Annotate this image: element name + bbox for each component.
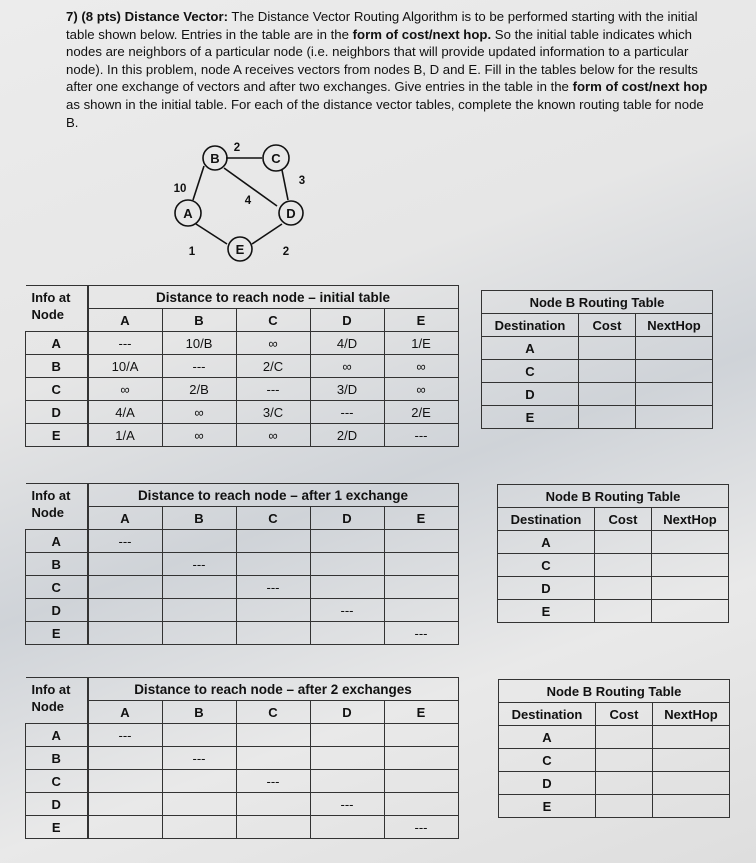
table-cell: --- [236, 378, 310, 401]
table-cell[interactable] [162, 576, 236, 599]
table-cell[interactable]: --- [162, 553, 236, 576]
row-label-c: C [26, 576, 88, 599]
row-label-e: E [26, 622, 88, 645]
table-row [26, 553, 459, 576]
dv-table-after-2 [25, 677, 459, 839]
table-cell: --- [162, 355, 236, 378]
destination-header: Destination [498, 508, 595, 531]
col-header-e: E [384, 507, 458, 530]
table-row [26, 576, 459, 599]
destination-a: A [499, 726, 596, 749]
nexthop-cell[interactable] [636, 360, 713, 383]
col-header-b: B [162, 701, 236, 724]
destination-e: E [482, 406, 579, 429]
col-header-d: D [310, 507, 384, 530]
table-cell: ∞ [384, 378, 458, 401]
table-cell[interactable] [310, 622, 384, 645]
cost-cell[interactable] [595, 554, 652, 577]
cost-cell[interactable] [595, 531, 652, 554]
table-cell[interactable] [236, 747, 310, 770]
table-cell: ∞ [162, 424, 236, 447]
table-cell[interactable] [310, 530, 384, 553]
nexthop-cell[interactable] [636, 383, 713, 406]
table-cell[interactable] [310, 553, 384, 576]
col-header-c: C [236, 507, 310, 530]
table-cell: ∞ [236, 424, 310, 447]
routing-table-after-1 [497, 484, 729, 623]
table-cell[interactable] [384, 553, 458, 576]
table-cell[interactable] [310, 576, 384, 599]
table-cell[interactable] [88, 599, 163, 622]
table-cell: --- [384, 424, 458, 447]
row-label-c: C [26, 378, 88, 401]
table-cell: 4/A [88, 401, 163, 424]
table-cell[interactable] [236, 599, 310, 622]
weight-b-d: 4 [244, 195, 252, 207]
dv-table-title: Distance to reach node – initial table [88, 286, 459, 309]
destination-c: C [482, 360, 579, 383]
table-cell[interactable]: --- [310, 599, 384, 622]
destination-a: A [482, 337, 579, 360]
table-cell[interactable] [162, 622, 236, 645]
col-header-d: D [310, 701, 384, 724]
col-header-d: D [310, 309, 384, 332]
table-row [498, 600, 729, 623]
table-cell[interactable] [88, 770, 163, 793]
routing-table-after-2 [498, 679, 730, 818]
table-cell: ∞ [310, 355, 384, 378]
cost-header: Cost [596, 703, 653, 726]
problem-text-1: The Distance Vector Routing Algorithm is to be performed starting with the initial table shown below. Entries in the table are in the [66, 9, 698, 42]
table-row [26, 332, 459, 355]
table-cell[interactable]: --- [384, 622, 458, 645]
problem-statement [66, 8, 716, 131]
weight-a-b: 10 [173, 183, 187, 195]
edge-a-b [193, 166, 204, 200]
destination-header: Destination [482, 314, 579, 337]
table-cell[interactable] [236, 816, 310, 839]
nexthop-header: NextHop [653, 703, 730, 726]
row-label-e: E [26, 424, 88, 447]
weight-c-d: 3 [298, 175, 306, 187]
table-cell[interactable] [88, 793, 163, 816]
cost-cell[interactable] [596, 726, 653, 749]
table-cell: 2/D [310, 424, 384, 447]
table-cell: --- [310, 401, 384, 424]
cost-header: Cost [595, 508, 652, 531]
row-label-b: B [26, 747, 88, 770]
col-header-a: A [88, 701, 163, 724]
table-cell[interactable] [88, 553, 163, 576]
table-cell: 10/B [162, 332, 236, 355]
cost-header: Cost [579, 314, 636, 337]
node-d-label: D [286, 206, 296, 221]
table-cell: 2/B [162, 378, 236, 401]
table-row [482, 360, 713, 383]
table-row [26, 378, 459, 401]
weight-e-d: 2 [282, 246, 290, 258]
table-cell[interactable] [310, 747, 384, 770]
row-label-d: D [26, 599, 88, 622]
destination-d: D [482, 383, 579, 406]
dv-table-title: Distance to reach node – after 2 exchanges [88, 678, 459, 701]
table-row [498, 577, 729, 600]
table-cell: 3/C [236, 401, 310, 424]
cost-cell[interactable] [579, 337, 636, 360]
table-cell[interactable] [88, 747, 163, 770]
problem-heading: Distance Vector: [124, 9, 228, 24]
dv-table-after-1 [25, 483, 459, 645]
weight-b-c: 2 [233, 142, 241, 154]
network-graph [160, 138, 330, 268]
node-c-label: C [271, 151, 281, 166]
table-cell[interactable] [236, 793, 310, 816]
table-cell[interactable] [310, 724, 384, 747]
routing-table-initial [481, 290, 713, 429]
destination-c: C [499, 749, 596, 772]
table-row [499, 795, 730, 818]
col-header-a: A [88, 309, 163, 332]
table-cell[interactable] [162, 724, 236, 747]
row-label-a: A [26, 530, 88, 553]
table-cell[interactable] [88, 576, 163, 599]
table-cell[interactable] [384, 530, 458, 553]
col-header-b: B [162, 309, 236, 332]
cost-cell[interactable] [579, 406, 636, 429]
table-row [26, 793, 459, 816]
table-row [499, 726, 730, 749]
table-cell: ∞ [88, 378, 163, 401]
destination-d: D [499, 772, 596, 795]
problem-text-2: So the initial table indicates which nodes are neighbors of a particular node (i.e. neighbors that will provide updated information to a particular node). In this problem, node A receives vectors from nodes B, D and E. Fill in the tables below for the results after one exchange of vectors and after two exchanges. Give entries in the table in the [66, 26, 698, 95]
cost-cell[interactable] [595, 577, 652, 600]
nexthop-header: NextHop [652, 508, 729, 531]
table-cell: ∞ [162, 401, 236, 424]
table-cell[interactable] [384, 724, 458, 747]
table-cell[interactable] [162, 599, 236, 622]
cost-cell[interactable] [596, 772, 653, 795]
weight-a-e: 1 [188, 246, 196, 258]
table-cell: 4/D [310, 332, 384, 355]
col-header-b: B [162, 507, 236, 530]
row-label-d: D [26, 401, 88, 424]
table-row [26, 355, 459, 378]
destination-header: Destination [499, 703, 596, 726]
row-label-c: C [26, 770, 88, 793]
nexthop-cell[interactable] [636, 406, 713, 429]
nexthop-cell[interactable] [652, 531, 729, 554]
table-row [26, 747, 459, 770]
table-row [482, 406, 713, 429]
row-label-a: A [26, 724, 88, 747]
table-cell: 1/E [384, 332, 458, 355]
row-label-e: E [26, 816, 88, 839]
table-row [482, 383, 713, 406]
table-cell: 1/A [88, 424, 163, 447]
routing-table-title: Node B Routing Table [498, 485, 729, 508]
info-at-node-header: Info at Node [26, 484, 88, 530]
cost-cell[interactable] [579, 383, 636, 406]
routing-table-title: Node B Routing Table [482, 291, 713, 314]
table-row [26, 530, 459, 553]
row-label-a: A [26, 332, 88, 355]
table-cell[interactable] [236, 530, 310, 553]
destination-e: E [498, 600, 595, 623]
row-label-b: B [26, 553, 88, 576]
table-cell: --- [88, 332, 163, 355]
dv-table-initial [25, 285, 459, 447]
cost-cell[interactable] [596, 795, 653, 818]
table-row [26, 424, 459, 447]
problem-bold-2: form of cost/next hop [572, 79, 708, 95]
dv-table-title: Distance to reach node – after 1 exchange [88, 484, 459, 507]
table-cell: 2/E [384, 401, 458, 424]
table-row [482, 337, 713, 360]
table-cell[interactable]: --- [236, 576, 310, 599]
table-row [498, 554, 729, 577]
table-cell[interactable] [310, 770, 384, 793]
table-cell[interactable] [384, 793, 458, 816]
edge-a-e [196, 224, 227, 244]
info-at-node-header: Info at Node [26, 678, 88, 724]
table-cell[interactable] [88, 622, 163, 645]
table-cell[interactable] [162, 793, 236, 816]
node-e-label: E [235, 242, 245, 257]
table-cell[interactable] [310, 816, 384, 839]
table-cell: ∞ [384, 355, 458, 378]
node-a-label: A [183, 206, 193, 221]
table-row [499, 772, 730, 795]
col-header-c: C [236, 309, 310, 332]
row-label-d: D [26, 793, 88, 816]
destination-a: A [498, 531, 595, 554]
problem-text-3: as shown in the initial table. For each of the distance vector tables, complete the known routing table for node B. [66, 96, 704, 130]
destination-c: C [498, 554, 595, 577]
table-cell: 10/A [88, 355, 163, 378]
col-header-e: E [384, 309, 458, 332]
edge-c-d [282, 170, 288, 200]
table-cell[interactable]: --- [88, 530, 163, 553]
cost-cell[interactable] [579, 360, 636, 383]
table-cell: 3/D [310, 378, 384, 401]
node-b-label: B [210, 151, 220, 166]
table-cell[interactable]: --- [310, 793, 384, 816]
table-row [26, 599, 459, 622]
info-at-node-header: Info at Node [26, 286, 88, 332]
table-cell[interactable]: --- [162, 747, 236, 770]
nexthop-cell[interactable] [653, 795, 730, 818]
problem-bold-1: form of cost/next hop. [352, 26, 492, 42]
table-cell[interactable]: --- [384, 816, 458, 839]
table-cell[interactable] [162, 530, 236, 553]
col-header-a: A [88, 507, 163, 530]
problem-number: 7) (8 pts) [66, 9, 121, 24]
nexthop-cell[interactable] [653, 726, 730, 749]
table-cell[interactable] [384, 747, 458, 770]
destination-e: E [499, 795, 596, 818]
nexthop-cell[interactable] [652, 577, 729, 600]
table-cell: ∞ [236, 332, 310, 355]
nexthop-cell[interactable] [652, 554, 729, 577]
table-row [26, 622, 459, 645]
table-cell[interactable] [236, 724, 310, 747]
nexthop-cell[interactable] [653, 772, 730, 795]
table-cell[interactable] [236, 622, 310, 645]
edge-e-d [252, 224, 282, 244]
table-cell: 2/C [236, 355, 310, 378]
cost-cell[interactable] [596, 749, 653, 772]
table-row [26, 770, 459, 793]
routing-table-title: Node B Routing Table [499, 680, 730, 703]
nexthop-cell[interactable] [652, 600, 729, 623]
table-cell[interactable] [162, 770, 236, 793]
table-row [26, 724, 459, 747]
table-cell[interactable] [384, 770, 458, 793]
col-header-e: E [384, 701, 458, 724]
table-cell[interactable]: --- [236, 770, 310, 793]
destination-d: D [498, 577, 595, 600]
table-cell[interactable] [236, 553, 310, 576]
col-header-c: C [236, 701, 310, 724]
table-cell[interactable] [162, 816, 236, 839]
table-cell[interactable] [384, 576, 458, 599]
table-row [498, 531, 729, 554]
cost-cell[interactable] [595, 600, 652, 623]
table-row [499, 749, 730, 772]
table-row [26, 401, 459, 424]
nexthop-cell[interactable] [653, 749, 730, 772]
table-cell[interactable] [88, 816, 163, 839]
table-cell[interactable] [384, 599, 458, 622]
nexthop-header: NextHop [636, 314, 713, 337]
nexthop-cell[interactable] [636, 337, 713, 360]
table-cell[interactable]: --- [88, 724, 163, 747]
table-row [26, 816, 459, 839]
row-label-b: B [26, 355, 88, 378]
